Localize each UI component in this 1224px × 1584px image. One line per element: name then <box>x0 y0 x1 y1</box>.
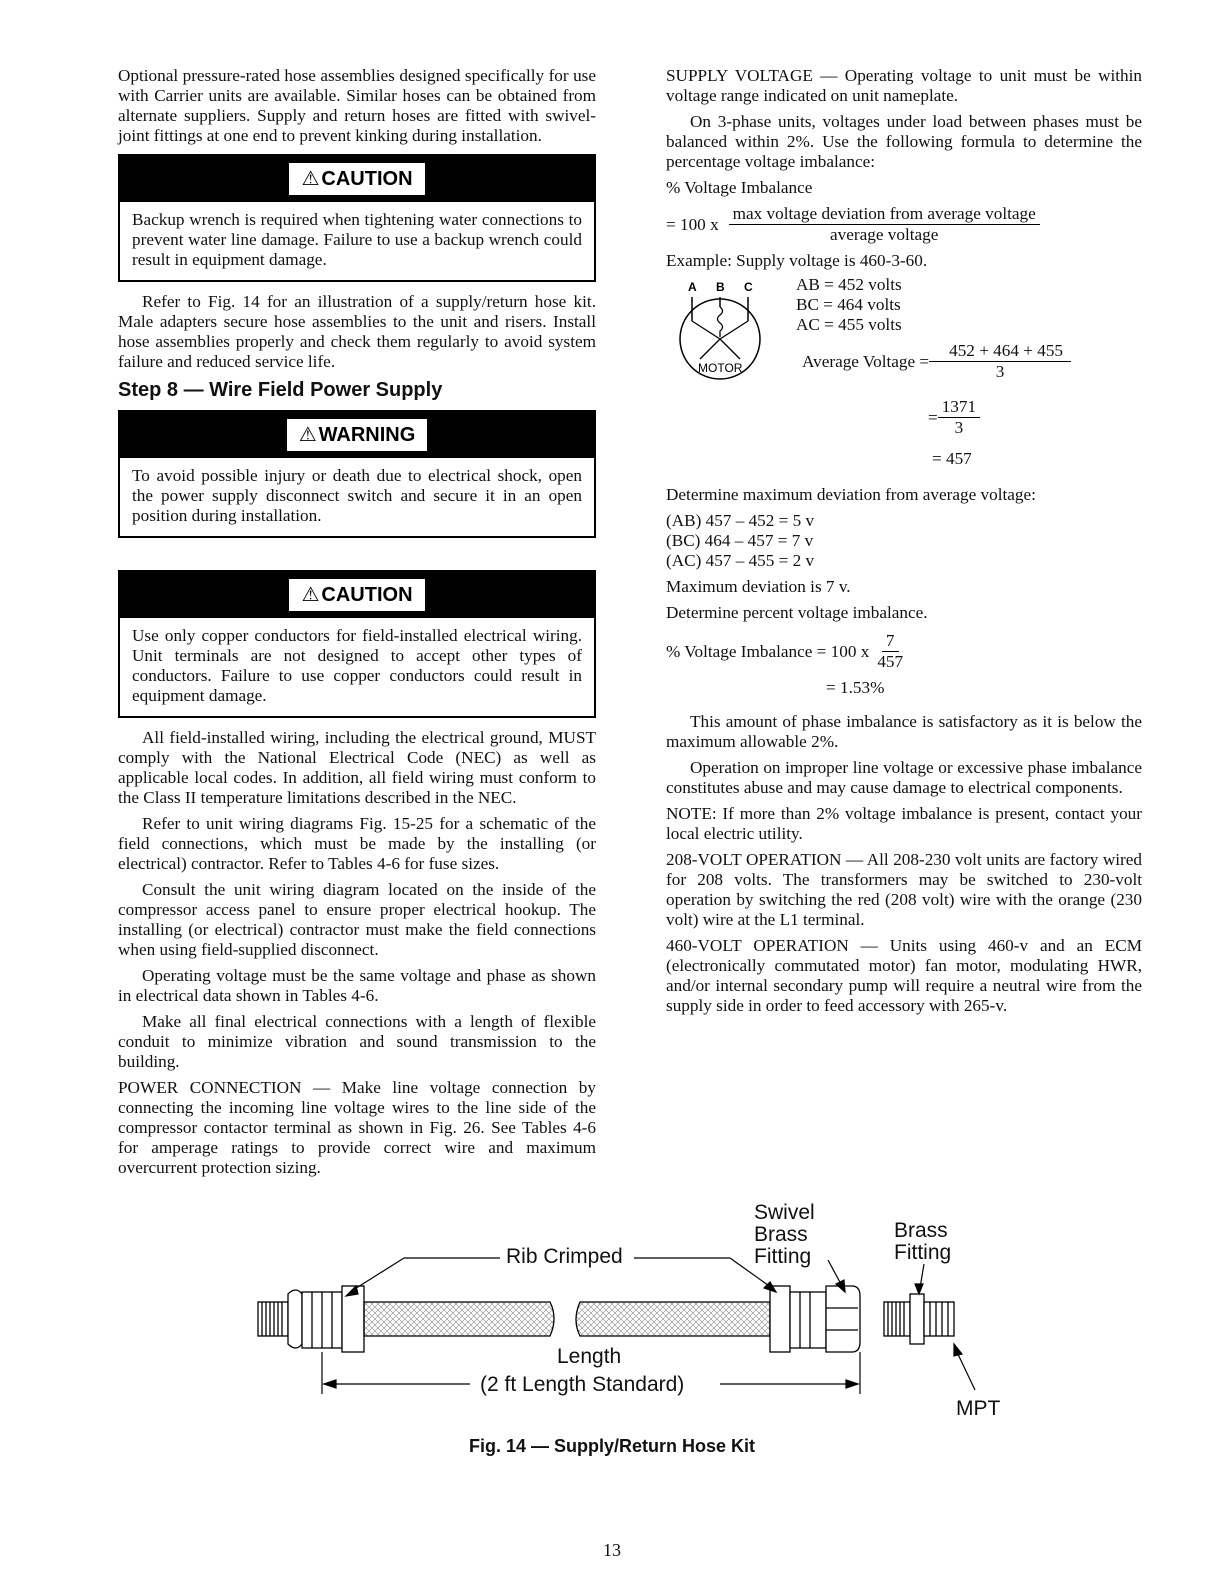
left-column <box>118 66 596 1184</box>
determine-percent: Determine percent voltage imbalance. <box>666 603 928 622</box>
terminal-label-c: C <box>744 280 753 294</box>
imbalance-label: % Voltage Imbalance <box>666 178 813 197</box>
hose-intro-paragraph: Optional pressure-rated hose assemblies designed specifically for use with Carrier units are available. Similar hoses can be obtained from alternate suppliers. Supply and return hoses are fitted with swivel-joint fittings at one end to prevent kinking during installation. <box>118 66 596 145</box>
warning-triangle-icon: ⚠ <box>301 584 320 606</box>
formula-denominator: average voltage <box>830 225 939 244</box>
ac-voltage: AC = 455 volts <box>796 315 902 334</box>
460-volt-paragraph: 460-VOLT OPERATION — Units using 460-v and an ECM (electronically commutated motor) fan motor, modulating HWR, and/or internal secondary pump will require a neutral wire from the supply side in order to feed accessory with 265-v. <box>666 936 1142 1015</box>
right-column <box>666 66 1142 1022</box>
ab-voltage: AB = 452 volts <box>796 275 902 294</box>
equals-sign: = <box>928 407 938 427</box>
warning-label: WARNING <box>318 424 416 446</box>
max-deviation: Maximum deviation is 7 v. <box>666 577 851 596</box>
length-standard-label: (2 ft Length Standard) <box>480 1373 685 1396</box>
improper-voltage-paragraph: Operation on improper line voltage or excessive phase imbalance constitutes abuse and may cause damage to electrical components. <box>666 758 1142 797</box>
terminal-label-b: B <box>716 280 725 294</box>
note-paragraph: NOTE: If more than 2% voltage imbalance is present, contact your local electric utility. <box>666 804 1142 843</box>
average-denominator: 3 <box>995 362 1005 381</box>
percent-result: = 1.53% <box>826 678 885 697</box>
bc-voltage: BC = 464 volts <box>796 295 901 314</box>
rib-crimped-label: Rib Crimped <box>506 1245 623 1268</box>
brass-fitting-label: Brass Fitting <box>894 1219 952 1264</box>
percent-formula <box>666 631 1142 672</box>
average-voltage-label: Average Voltage = <box>802 351 930 371</box>
warning-box-electrical-shock <box>118 410 596 538</box>
figure-caption: Fig. 14 — Supply/Return Hose Kit <box>468 1436 756 1456</box>
motor-diagram <box>670 277 780 387</box>
nec-paragraph: All field-installed wiring, including the electrical ground, MUST comply with the National Electrical Code (NEC) as well as applicable local codes. In addition, all field wiring must conform to the Class II temperature limitations described in the NEC. <box>118 728 596 807</box>
determine-max-deviation: Determine maximum deviation from average voltage: <box>666 485 1036 504</box>
satisfactory-paragraph: This amount of phase imbalance is satisfactory as it is below the maximum allowable 2%. <box>666 712 1142 751</box>
supply-voltage-paragraph: SUPPLY VOLTAGE — Operating voltage to unit must be within voltage range indicated on unit nameplate. <box>666 66 1142 105</box>
percent-denominator: 457 <box>877 652 904 671</box>
example-line: Example: Supply voltage is 460-3-60. <box>666 251 928 270</box>
caution-label: CAUTION <box>321 584 413 606</box>
deviation-ac: (AC) 457 – 455 = 2 v <box>666 551 815 570</box>
caution-box-backup-wrench <box>118 154 596 282</box>
deviation-ab: (AB) 457 – 452 = 5 v <box>666 511 815 530</box>
sum-denominator: 3 <box>954 418 964 437</box>
terminal-label-a: A <box>688 280 697 294</box>
wiring-diagrams-paragraph: Refer to unit wiring diagrams Fig. 15-25 for a schematic of the field connections, which must be made by the installing (or electrical) contractor. Refer to Tables 4-6 for fuse sizes. <box>118 814 596 873</box>
operating-voltage-paragraph: Operating voltage must be the same voltage and phase as shown in electrical data shown in Tables 4-6. <box>118 966 596 1005</box>
formula-prefix: = 100 x <box>666 214 719 234</box>
208-volt-paragraph: 208-VOLT OPERATION — All 208-230 volt units are factory wired for 208 volts. The transformers may be switched to 230-volt operation by switching the red (208 volt) wire with the orange (230 volt) wire at the L1 terminal. <box>666 850 1142 929</box>
formula-numerator: max voltage deviation from average voltage <box>729 204 1040 225</box>
motor-label: MOTOR <box>698 361 743 375</box>
voltage-example-block <box>666 277 1142 467</box>
final-connections-paragraph: Make all final electrical connections with a length of flexible conduit to minimize vibration and sound transmission to the building. <box>118 1012 596 1071</box>
length-label: Length <box>557 1345 622 1368</box>
sum-numerator: 1371 <box>938 397 980 418</box>
swivel-brass-fitting-label: Swivel Brass Fitting <box>754 1201 815 1268</box>
caution-label: CAUTION <box>321 168 413 190</box>
imbalance-formula <box>666 204 1142 245</box>
caution-text: Backup wrench is required when tightening water connections to prevent water line damage. Failure to use a backup wrench could result in equipment damage. <box>132 210 582 269</box>
percent-numerator: 7 <box>882 631 899 652</box>
step8-heading: Step 8 — Wire Field Power Supply <box>118 379 443 401</box>
caution-box-copper-conductors <box>118 570 596 718</box>
average-result: = 457 <box>932 449 972 468</box>
consult-diagram-paragraph: Consult the unit wiring diagram located on the inside of the compressor access panel to ensure proper electrical hookup. The installing (or electrical) contractor must make the field connections when using field-supplied disconnect. <box>118 880 596 959</box>
caution-text: Use only copper conductors for field-installed electrical wiring. Unit terminals are not designed to accept other types of conductors. Failure to use copper conductors could result in equipment damage. <box>132 626 582 705</box>
deviation-bc: (BC) 464 – 457 = 7 v <box>666 531 814 550</box>
warning-triangle-icon: ⚠ <box>301 168 320 190</box>
mpt-label: MPT <box>956 1397 1001 1420</box>
three-phase-paragraph: On 3-phase units, voltages under load between phases must be balanced within 2%. Use the following formula to determine the percentage voltage imbalance: <box>666 112 1142 171</box>
warning-triangle-icon: ⚠ <box>298 424 317 446</box>
percent-label: % Voltage Imbalance = 100 x <box>666 641 870 661</box>
power-connection-paragraph: POWER CONNECTION — Make line voltage connection by connecting the incoming line voltage wires to the line side of the compressor contactor terminal as shown in Fig. 26. See Tables 4-6 for amperage ratings to provide correct wire and maximum overcurrent protection sizing. <box>118 1078 596 1177</box>
page-number: 13 <box>603 1540 621 1560</box>
refer-fig14-paragraph: Refer to Fig. 14 for an illustration of a supply/return hose kit. Male adapters secure hose assemblies to the unit and risers. Install hose assemblies properly and check them regularly to avoid system failure and reduced service life. <box>118 292 596 371</box>
warning-text: To avoid possible injury or death due to electrical shock, open the power supply disconnect switch and secure it in an open position during installation. <box>132 466 582 525</box>
average-numerator: 452 + 464 + 455 <box>929 341 1071 362</box>
